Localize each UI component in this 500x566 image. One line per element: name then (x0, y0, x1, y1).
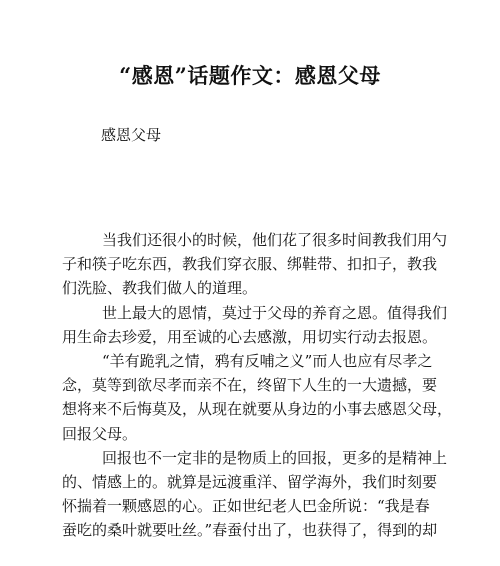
text-line: 当我们还很小的时候，他们花了很多时间教我们用勺 (102, 231, 448, 249)
text-line: 们洗脸、教我们做人的道理。 (62, 279, 258, 298)
paragraph-2 (62, 301, 448, 349)
text-line: 用生命去珍爱，用至诚的心去感激，用切实行动去报恩。 (62, 327, 438, 346)
text-line: 子和筷子吃东西，教我们穿衣服、绑鞋带、扣扣子，教我 (62, 255, 438, 274)
document-title: “感恩”话题作文：感恩父母 (119, 63, 381, 88)
text-line: 蚕吃的桑叶就要吐丝。”春蚕付出了，也获得了，得到的却 (62, 521, 438, 540)
text-line: “羊有跪乳之情，鸦有反哺之义”而人也应有尽孝之 (102, 352, 433, 371)
text-line: 想将来不后悔莫及，从现在就要从身边的小事去感恩父母， (62, 400, 453, 419)
paragraph-4 (62, 446, 448, 543)
text-line: 怀揣着一颗感恩的心。正如世纪老人巴金所说：“我是春 (62, 497, 430, 516)
document-subtitle: 感恩父母 (101, 126, 162, 144)
paragraph-1 (62, 228, 448, 301)
text-line: 念，莫等到欲尽孝而亲不在，终留下人生的一大遗撼，要 (62, 376, 438, 395)
text-line: 回报也不一定非的是物质上的回报，更多的是精神上 (102, 448, 448, 467)
text-line: 世上最大的恩情，莫过于父母的养育之恩。值得我们 (102, 303, 448, 322)
document-body (62, 228, 453, 543)
paragraph-3 (62, 349, 453, 446)
text-line: 的、情感上的。就算是远渡重洋、留学海外，我们时刻要 (62, 473, 438, 492)
text-line: 回报父母。 (62, 424, 138, 443)
